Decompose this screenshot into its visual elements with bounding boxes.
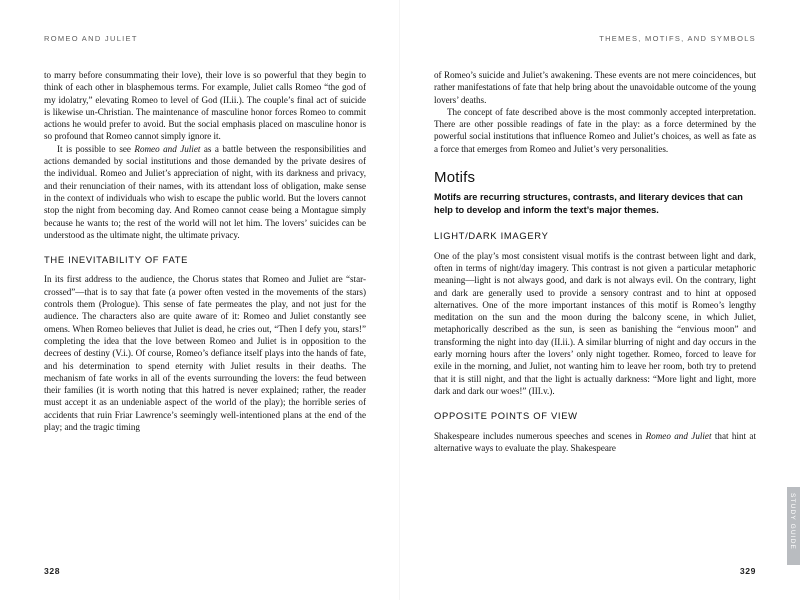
paragraph-text-after: as a battle between the responsibilities and actions demanded by social institutions and those demanded by the private desires of the individual. Romeo and Juliet’s appreciation of night, with its darkness and privacy, and their renunciation of their names, with its attendant loss of obligation, make sense in the context of individuals who wish to escape the public world. But the lovers cannot stop the night from becoming day. And Romeo cannot cease being a Montague simply because he wants to; the rest of the world will not let him. The lovers’ suicides can be understood as the ultimate night, the ultimate privacy. [44,143,367,240]
paragraph [434,430,756,455]
running-head-left: ROMEO AND JULIET [44,34,138,43]
page-number-left: 328 [44,566,61,576]
right-page [400,0,800,600]
thumb-tab-label: STUDY GUIDE [789,493,796,551]
section-heading-light-dark-imagery: LIGHT/DARK IMAGERY [434,230,549,242]
motifs-definition: Motifs are recurring structures, contrasts, and literary devices that can help to develop and inform the text’s major themes. [434,192,743,216]
running-head-right: THEMES, MOTIFS, AND SYMBOLS [599,34,756,43]
work-title: Romeo and Juliet [134,143,201,154]
section-heading-opposite-points-of-view: OPPOSITE POINTS OF VIEW [434,410,578,422]
section-heading-inevitability-of-fate: THE INEVITABILITY OF FATE [44,254,189,266]
thumb-tab-study-guide [787,487,800,565]
work-title: Romeo and Juliet [645,430,712,441]
paragraph-text-before: Shakespeare includes numerous speeches and scenes in [434,430,646,441]
paragraph: of Romeo’s suicide and Juliet’s awakening. These events are not mere coincidences, but rather manifestations of fate that help bring about the unavoidable outcome of the young lovers’ deaths. [434,70,756,105]
paragraph-text-before: It is possible to see [57,143,135,154]
left-text-column [44,69,366,433]
section-heading-motifs: Motifs [434,169,476,187]
paragraph: One of the play’s most consistent visual motifs is the contrast between light and dark, often in terms of night/day imagery. This contrast is not given a particular metaphoric meaning—light is not always good, and dark is not always evil. On the contrary, light and dark are generally used to provide a sensory contrast and to hint at opposed alternatives. One of the more important instances of this motif is Romeo’s lengthy meditation on the sun and the moon during the balcony scene, in which Juliet, metaphorically described as the sun, is seen as banishing the “envious moon” and transforming the night into day (II.ii.). A similar blurring of night and day occurs in the early morning hours after the lovers’ only night together. Romeo, forced to leave for exile in the morning, and Juliet, not wanting him to leave her room, both try to pretend that it is still night, and that the light is actually darkness: “More light and light, more dark and dark our woes!” (III.v.). [434,250,756,396]
paragraph: In its first address to the audience, the Chorus states that Romeo and Juliet are “star-crossed”—that is to say that fate (a power often vested in the movements of the stars) controls them (Prologue). This sense of fate permeates the play, and not just for the audience. The characters also are quite aware of it: Romeo and Juliet constantly see omens. When Romeo believes that Juliet is dead, he cries out, “Then I defy you, stars!” completing the idea that the love between Romeo and Juliet is in opposition to the decrees of destiny (V.i.). Of course, Romeo’s defiance itself plays into the hands of fate, and his determination to spend eternity with Juliet results in their deaths. The mechanism of fate works in all of the events surrounding the lovers: the feud between their families (it is worth noting that this hatred is never explained; rather, the reader must accept it as an undeniable aspect of the world of the play); the horrible series of accidents that ruin Friar Lawrence’s seemingly well-intentioned plans at the end of the play; and the tragic timing [44,274,366,433]
paragraph: The concept of fate described above is the most commonly accepted interpretation. There are other possible readings of fate in the play: as a force determined by the powerful social institutions that influence Romeo and Juliet’s choices, as well as fate as a force that emerges from Romeo and Juliet’s very personalities. [434,106,756,154]
paragraph [44,143,366,241]
right-text-column [434,69,756,454]
paragraph-text-after: that hint at alternative ways to evaluate the play. Shakespeare [434,430,756,453]
paragraph: to marry before consummating their love), their love is so powerful that they begin to think of each other in blasphemous terms. For example, Juliet calls Romeo “the god of my idolatry,” elevating Romeo to level of God (II.ii.). The couple’s final act of suicide is likewise un-Christian. The maintenance of masculine honor forces Romeo to commit actions he would prefer to avoid. But the social emphasis placed on masculine honor is so profound that Romeo cannot simply ignore it. [44,70,366,142]
page-number-right: 329 [739,566,756,576]
